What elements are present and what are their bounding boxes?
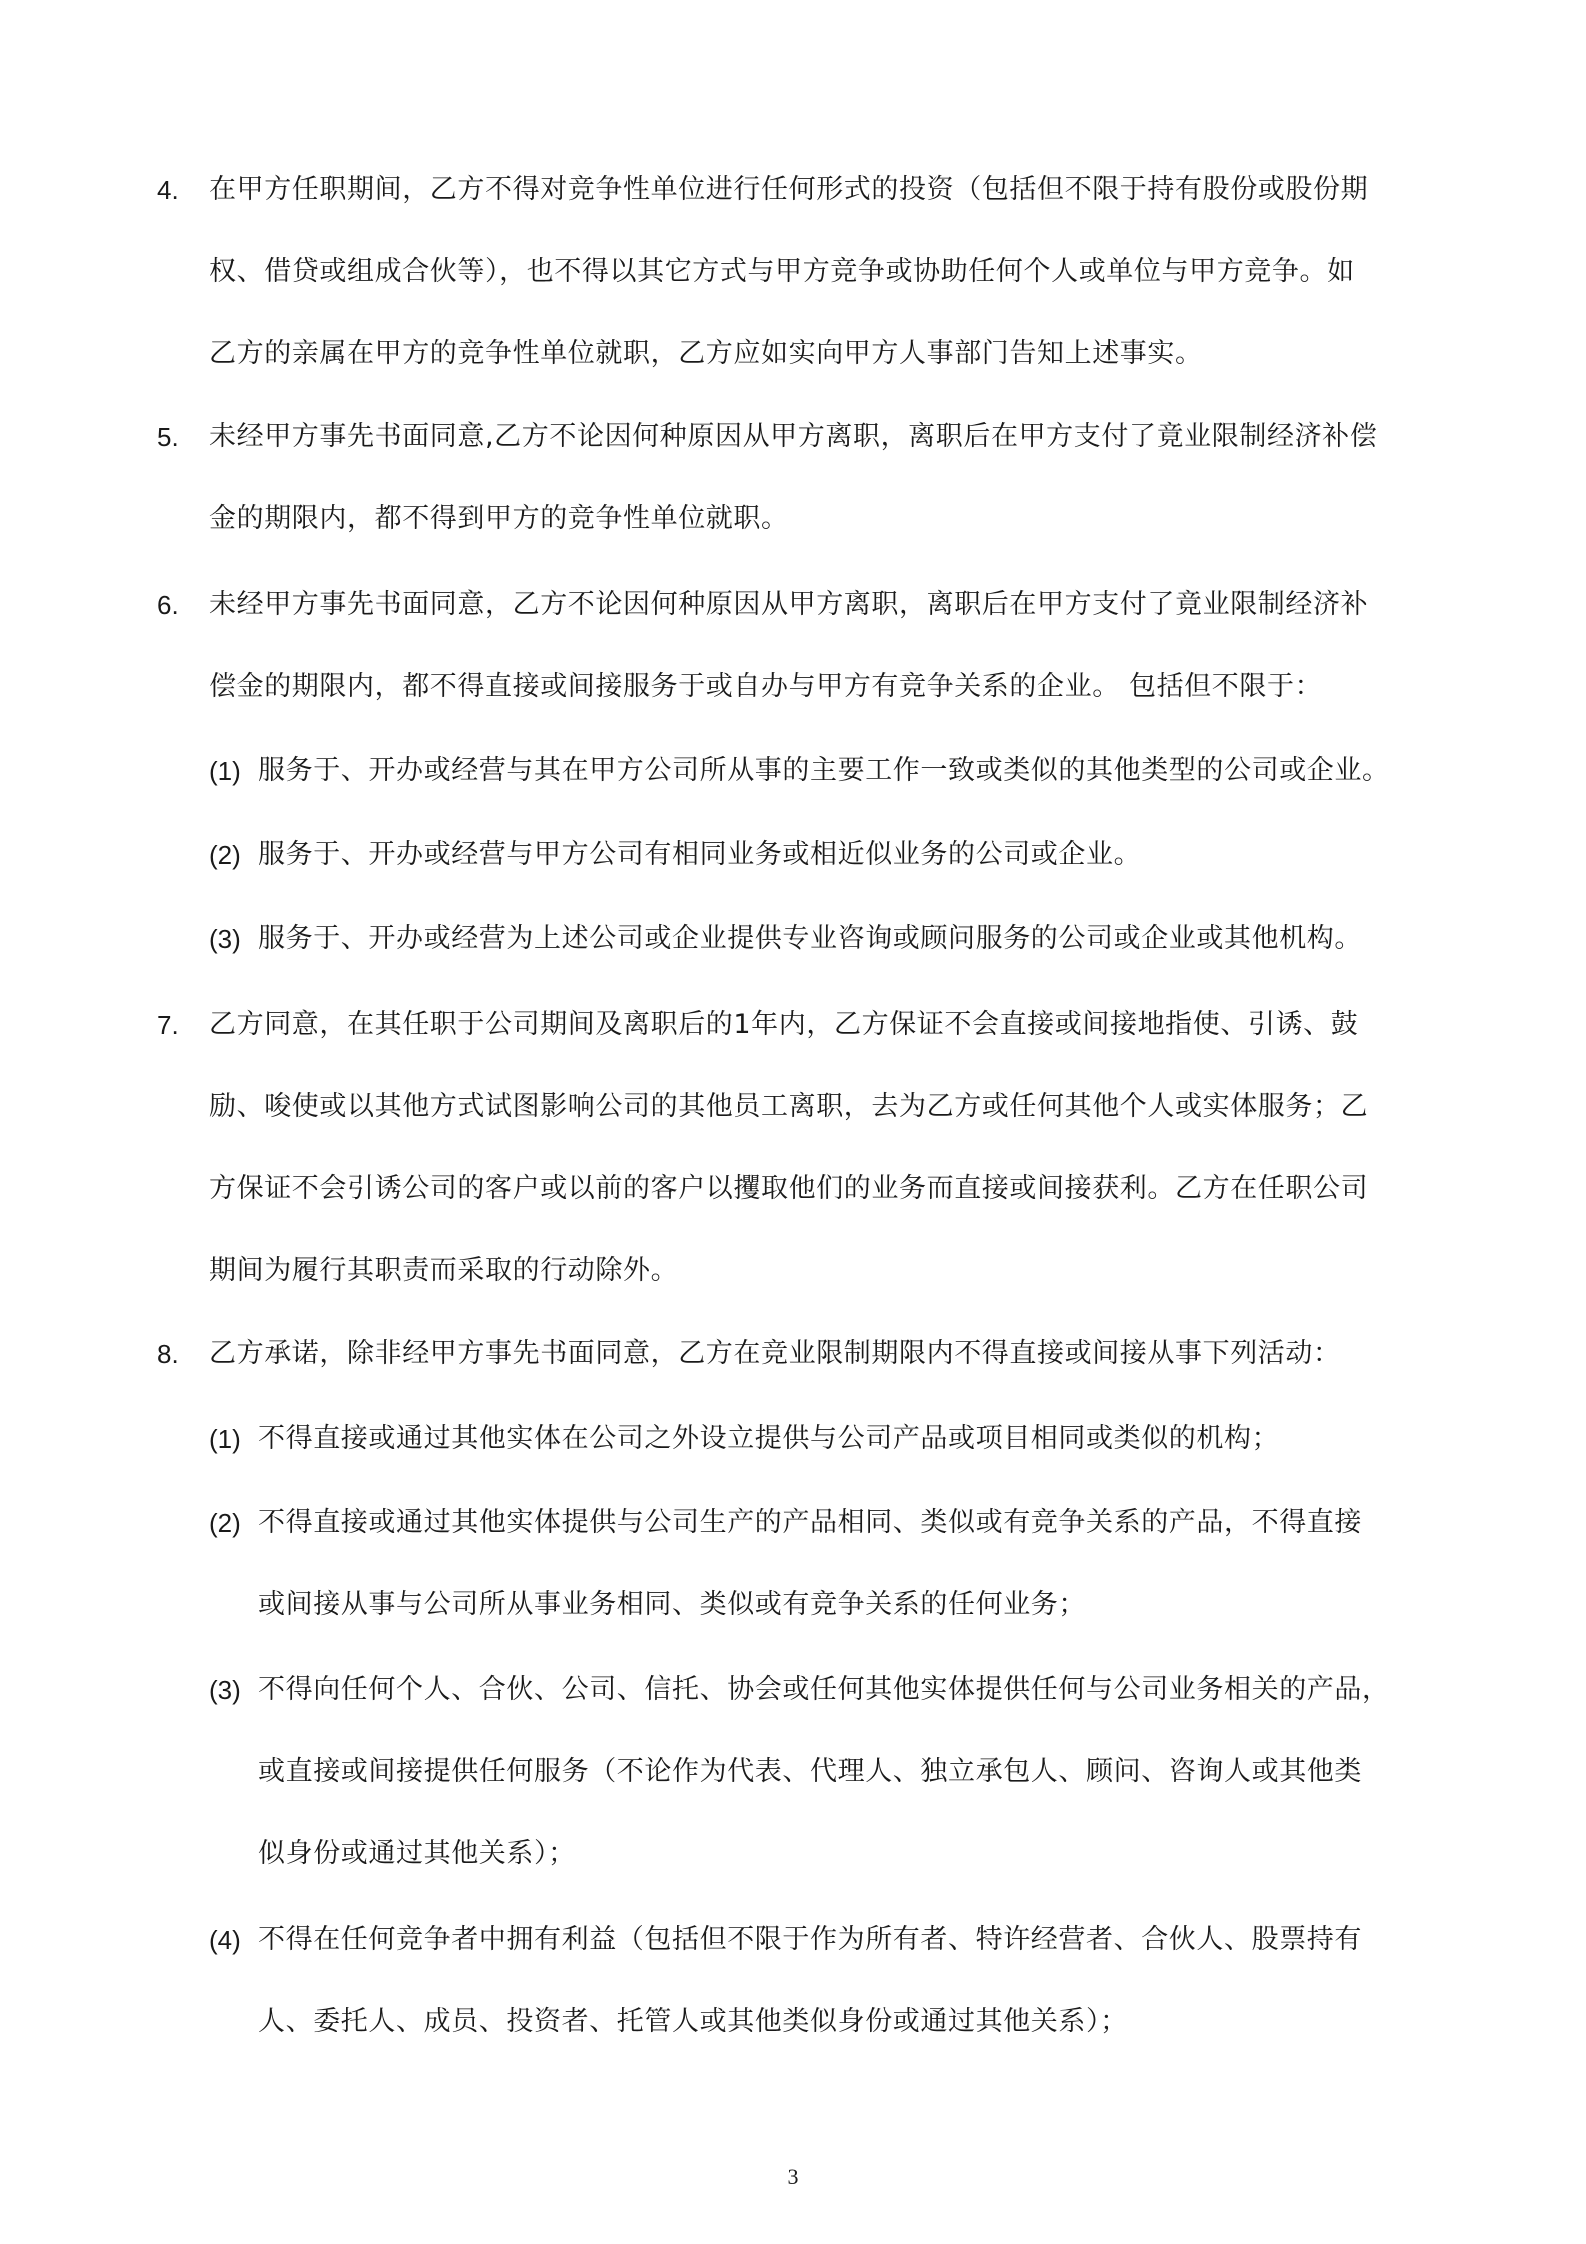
subitem-text-line: 或间接从事与公司所从事业务相同、类似或有竞争关系的任何业务； bbox=[258, 1589, 1086, 1620]
subitem-label: (1) bbox=[209, 756, 241, 786]
subitem-text-line: 似身份或通过其他关系）； bbox=[258, 1838, 576, 1869]
item-number: 8. bbox=[157, 1339, 179, 1369]
subitem-text-line: 不得向任何个人、合伙、公司、信托、协会或任何其他实体提供任何与公司业务相关的产品， bbox=[258, 1674, 1390, 1705]
item-number: 7. bbox=[157, 1010, 179, 1040]
subitem-text-line: 不得直接或通过其他实体在公司之外设立提供与公司产品或项目相同或类似的机构； bbox=[258, 1423, 1280, 1454]
item-text-line: 乙方的亲属在甲方的竞争性单位就职，乙方应如实向甲方人事部门告知上述事实。 bbox=[209, 338, 1203, 369]
item-text-line: 励、唆使或以其他方式试图影响公司的其他员工离职，去为乙方或任何其他个人或实体服务；乙 bbox=[209, 1091, 1369, 1122]
subitem-text-line: 不得在任何竞争者中拥有利益（包括但不限于作为所有者、特许经营者、合伙人、股票持有 bbox=[258, 1924, 1362, 1955]
subitem-label: (1) bbox=[209, 1424, 241, 1454]
item-text-line: 期间为履行其职责而采取的行动除外。 bbox=[209, 1255, 679, 1286]
subitem-text-line: 服务于、开办或经营与其在甲方公司所从事的主要工作一致或类似的其他类型的公司或企业。 bbox=[258, 755, 1390, 786]
item-text-line: 金的期限内，都不得到甲方的竞争性单位就职。 bbox=[209, 503, 789, 534]
subitem-text-line: 不得直接或通过其他实体提供与公司生产的产品相同、类似或有竞争关系的产品，不得直接 bbox=[258, 1507, 1362, 1538]
item-text-line: 偿金的期限内，都不得直接或间接服务于或自办与甲方有竞争关系的企业。 包括但不限于： bbox=[209, 671, 1323, 702]
page-number: 3 bbox=[787, 2164, 799, 2189]
subitem-text-line: 或直接或间接提供任何服务（不论作为代表、代理人、独立承包人、顾问、咨询人或其他类 bbox=[258, 1756, 1362, 1787]
subitem-text-line: 服务于、开办或经营为上述公司或企业提供专业咨询或顾问服务的公司或企业或其他机构。 bbox=[258, 923, 1362, 954]
item-text-line: 方保证不会引诱公司的客户或以前的客户以攫取他们的业务而直接或间接获利。乙方在任职公司 bbox=[209, 1173, 1369, 1204]
item-text-line: 权、借贷或组成合伙等），也不得以其它方式与甲方竞争或协助任何个人或单位与甲方竞争。如 bbox=[209, 256, 1355, 287]
item-number: 4. bbox=[157, 175, 179, 205]
subitem-text-line: 服务于、开办或经营与甲方公司有相同业务或相近似业务的公司或企业。 bbox=[258, 839, 1142, 870]
item-text-line: 在甲方任职期间，乙方不得对竞争性单位进行任何形式的投资（包括但不限于持有股份或股份期 bbox=[209, 174, 1369, 205]
subitem-text-line: 人、委托人、成员、投资者、托管人或其他类似身份或通过其他关系）； bbox=[258, 2006, 1128, 2037]
item-text-line: 乙方承诺，除非经甲方事先书面同意，乙方在竞业限制期限内不得直接或间接从事下列活动： bbox=[209, 1338, 1341, 1369]
item-number: 6. bbox=[157, 590, 179, 620]
subitem-label: (4) bbox=[209, 1925, 241, 1955]
subitem-label: (2) bbox=[209, 840, 241, 870]
item-text-line: 未经甲方事先书面同意，乙方不论因何种原因从甲方离职，离职后在甲方支付了竟业限制经济补 bbox=[209, 589, 1369, 620]
subitem-label: (3) bbox=[209, 1675, 241, 1705]
item-number: 5. bbox=[157, 422, 179, 452]
subitem-label: (3) bbox=[209, 924, 241, 954]
item-text-line: 乙方同意，在其任职于公司期间及离职后的1年内，乙方保证不会直接或间接地指使、引诱、鼓 bbox=[209, 1009, 1359, 1040]
subitem-label: (2) bbox=[209, 1508, 241, 1538]
item-text-line: 未经甲方事先书面同意,乙方不论因何种原因从甲方离职，离职后在甲方支付了竟业限制经济补偿 bbox=[209, 421, 1378, 452]
